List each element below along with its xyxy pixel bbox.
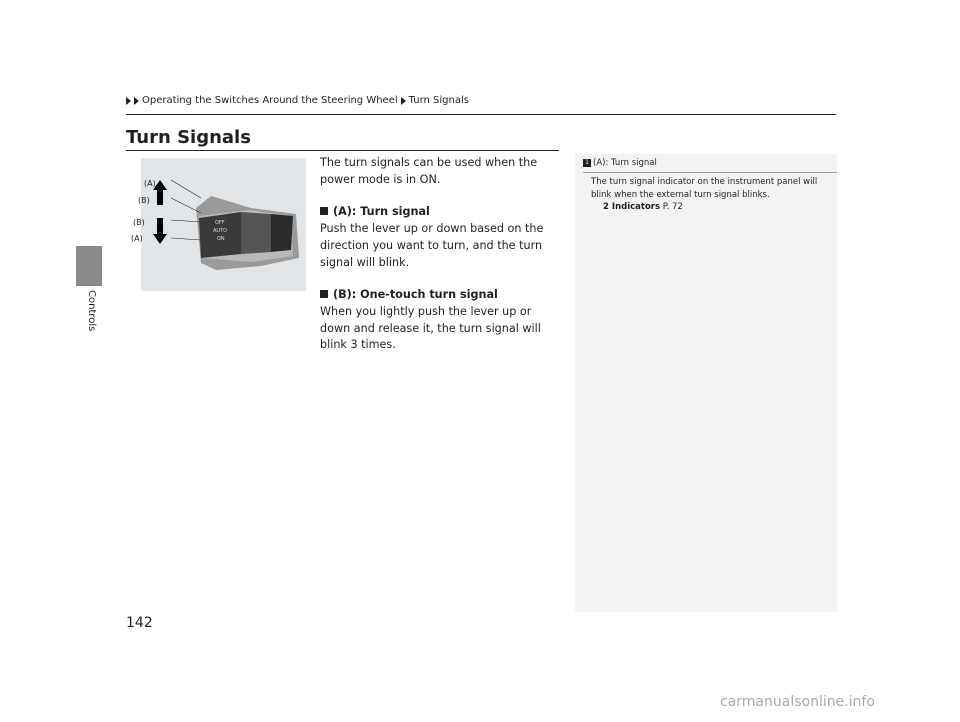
callout-line bbox=[171, 198, 201, 213]
note-paragraph: The turn signal indicator on the instrument panel will blink when the external turn signal blinks. bbox=[591, 177, 818, 200]
note-cross-reference[interactable] bbox=[591, 201, 831, 214]
callout-b-top: (B) bbox=[138, 196, 150, 205]
sidebar-label[interactable]: Controls bbox=[86, 290, 97, 332]
subhead-a bbox=[320, 204, 560, 221]
turn-signal-lever-figure bbox=[131, 158, 306, 291]
callout-line bbox=[171, 220, 201, 222]
title-rule bbox=[126, 150, 559, 151]
sub-a-paragraph: Push the lever up or down based on the direction you want to turn, and the turn signal will blink. bbox=[320, 222, 544, 269]
square-bullet-icon bbox=[320, 207, 328, 215]
ref-page[interactable]: P. 72 bbox=[662, 202, 683, 212]
breadcrumb-arrow-icon bbox=[401, 97, 406, 105]
breadcrumb-parent[interactable]: Operating the Switches Around the Steering Wheel bbox=[142, 95, 398, 106]
callout-line bbox=[171, 180, 201, 198]
main-text bbox=[320, 155, 560, 354]
lever-body bbox=[199, 212, 241, 258]
note-body bbox=[591, 176, 831, 214]
page-number: 142 bbox=[126, 615, 153, 631]
note-heading bbox=[583, 158, 657, 168]
lever-illustration bbox=[131, 158, 306, 291]
breadcrumb-current[interactable]: Turn Signals bbox=[408, 95, 469, 106]
lever-label-off: OFF bbox=[215, 220, 225, 226]
subhead-b bbox=[320, 287, 560, 304]
section-title: Turn Signals bbox=[126, 127, 251, 148]
note-heading-text: (A): Turn signal bbox=[593, 158, 657, 168]
ref-icon: 2 bbox=[603, 202, 609, 212]
ref-label[interactable]: Indicators bbox=[611, 202, 661, 212]
lever-label-on: ON bbox=[217, 236, 225, 242]
callout-line bbox=[171, 238, 201, 240]
sidebar-tab bbox=[76, 246, 102, 286]
side-note bbox=[575, 154, 837, 612]
header-rule bbox=[126, 114, 836, 115]
arrow-down-icon bbox=[153, 218, 167, 244]
subhead-b-text: (B): One-touch turn signal bbox=[333, 288, 498, 302]
note-rule bbox=[583, 172, 837, 173]
callout-b-bottom: (B) bbox=[133, 218, 145, 227]
note-icon: 1 bbox=[583, 159, 591, 167]
breadcrumb-arrow-icon bbox=[126, 97, 131, 105]
sidebar-label-wrap bbox=[85, 290, 99, 350]
lever-label-auto: AUTO bbox=[213, 228, 228, 234]
intro-paragraph: The turn signals can be used when the power mode is in ON. bbox=[320, 156, 538, 186]
breadcrumb bbox=[126, 95, 469, 106]
square-bullet-icon bbox=[320, 290, 328, 298]
lever-tip bbox=[271, 214, 293, 252]
callout-a-top: (A) bbox=[144, 179, 156, 188]
watermark: carmanualsonline.info bbox=[720, 694, 875, 710]
sub-b-paragraph: When you lightly push the lever up or down and release it, the turn signal will blink 3 times. bbox=[320, 304, 541, 352]
subhead-a-text: (A): Turn signal bbox=[333, 205, 430, 219]
breadcrumb-arrow-icon bbox=[134, 97, 139, 105]
lever-knob bbox=[241, 212, 271, 254]
callout-a-bottom: (A) bbox=[131, 234, 143, 243]
